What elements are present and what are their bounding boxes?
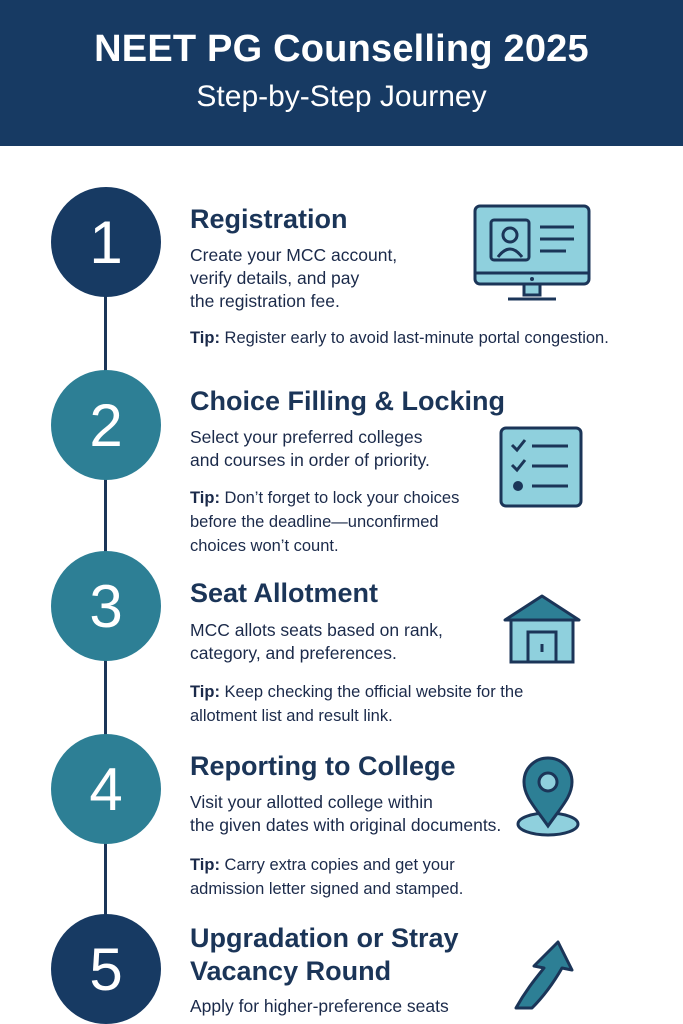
- tip-text: Keep checking the official website for the: [219, 683, 524, 701]
- title-line: Upgradation or Stray: [190, 923, 459, 953]
- desc-line: Visit your allotted college within: [190, 792, 433, 812]
- desc-line: Select your preferred colleges: [190, 427, 423, 447]
- tip-text: before the deadline—unconfirmed: [190, 513, 439, 531]
- page-title: NEET PG Counselling 2025: [94, 28, 589, 70]
- desc-line: the registration fee.: [190, 291, 340, 311]
- step-1-number: 1: [51, 187, 161, 297]
- step-2-tip: [190, 486, 459, 558]
- title-line: Vacancy Round: [190, 956, 392, 986]
- step-4-description: [190, 791, 501, 837]
- desc-line: category, and preferences.: [190, 643, 397, 663]
- step-4-title: Reporting to College: [190, 751, 456, 781]
- step-1-title: Registration: [190, 204, 348, 234]
- tip-text: Carry extra copies and get your: [219, 856, 455, 874]
- step-2-title: Choice Filling & Locking: [190, 386, 506, 416]
- desc-line: the given dates with original documents.: [190, 815, 502, 835]
- step-2-number: 2: [51, 370, 161, 480]
- step-5-description: [190, 995, 449, 1018]
- tip-text: Don’t forget to lock your choices: [219, 489, 460, 507]
- tip-label: Tip:: [190, 856, 220, 874]
- tip-label: Tip:: [190, 489, 220, 507]
- step-3-number: 3: [51, 551, 161, 661]
- step-3-tip: [190, 680, 523, 728]
- desc-line: MCC allots seats based on rank,: [190, 620, 443, 640]
- upward-arrow-icon: [510, 938, 580, 1012]
- step-3-title: Seat Allotment: [190, 578, 379, 608]
- step-3-description: [190, 619, 443, 665]
- desc-line: Create your MCC account,: [190, 245, 398, 265]
- tip-text: allotment list and result link.: [190, 707, 393, 725]
- desc-line: verify details, and pay: [190, 268, 360, 288]
- step-4-number: 4: [51, 734, 161, 844]
- desc-line: and courses in order of priority.: [190, 450, 430, 470]
- step-2-description: [190, 426, 430, 472]
- step-5-title: [190, 922, 459, 988]
- step-4-tip: [190, 853, 463, 901]
- tip-text: admission letter signed and stamped.: [190, 880, 464, 898]
- tip-text: Register early to avoid last-minute portal congestion.: [219, 329, 609, 347]
- computer-profile-icon: [472, 203, 592, 305]
- tip-text: choices won’t count.: [190, 537, 339, 555]
- header-banner: [0, 0, 683, 146]
- building-icon: [502, 592, 582, 666]
- desc-line: Apply for higher-preference seats: [190, 996, 449, 1016]
- step-1-tip: [190, 326, 609, 350]
- step-5-number: 5: [51, 914, 161, 1024]
- tip-label: Tip:: [190, 683, 220, 701]
- step-1-description: [190, 244, 397, 313]
- checklist-icon: [498, 425, 584, 509]
- tip-label: Tip:: [190, 329, 220, 347]
- page-subtitle: Step-by-Step Journey: [196, 80, 487, 113]
- location-pin-icon: [514, 754, 582, 838]
